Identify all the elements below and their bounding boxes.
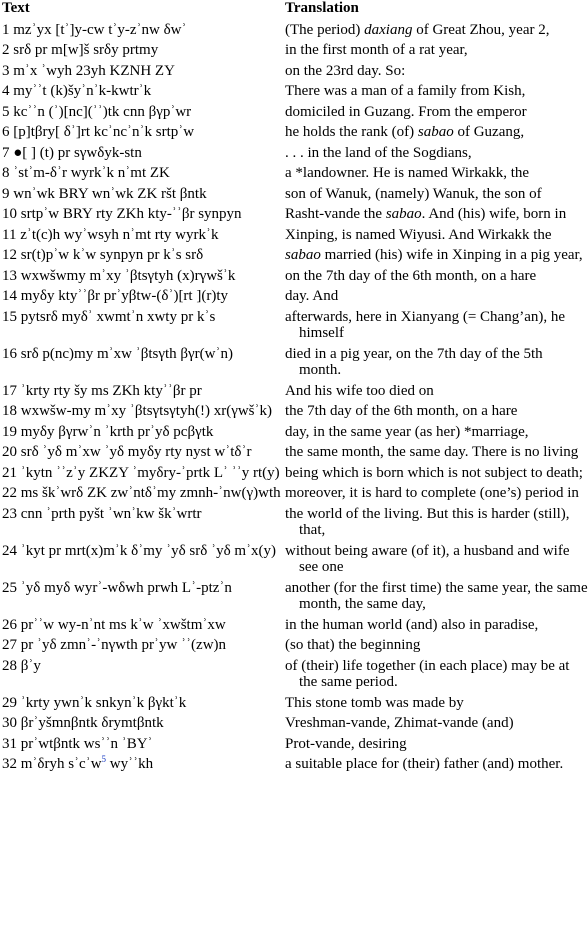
sogdian-text-cell bbox=[0, 736, 283, 757]
sogdian-text-cell bbox=[0, 268, 283, 289]
translation-cell bbox=[283, 580, 588, 617]
translation-cell bbox=[283, 485, 588, 506]
table-row bbox=[0, 543, 588, 580]
sogdian-text-cell bbox=[0, 22, 283, 43]
translation-line: he holds the rank (of) sabao of Guzang, bbox=[285, 124, 525, 140]
translation-cell bbox=[283, 124, 588, 145]
sogdian-line bbox=[2, 715, 283, 732]
sogdian-line-text: 16 srδ p(nc)my mʾxw ʾβtsγth βγr(wʾn) bbox=[2, 345, 233, 362]
translation-line: the same month, the same day. There is no living bbox=[285, 444, 579, 460]
sogdian-line bbox=[2, 346, 283, 363]
sogdian-line bbox=[2, 309, 283, 326]
translation-line: the world of the living. But this is harder (still), that, bbox=[285, 505, 570, 538]
translation-line: being which is born which is not subject to death; bbox=[285, 464, 583, 481]
table-row bbox=[0, 206, 588, 227]
table-row bbox=[0, 186, 588, 207]
text-column-header: Text bbox=[2, 0, 30, 16]
translation-cell bbox=[283, 288, 588, 309]
sogdian-text-cell bbox=[0, 63, 283, 84]
table-row bbox=[0, 309, 588, 346]
translation-cell bbox=[283, 309, 588, 346]
sogdian-line-text: 28 βʾy bbox=[2, 657, 41, 674]
table-row bbox=[0, 756, 588, 777]
translation-line: This stone tomb was made by bbox=[285, 694, 464, 711]
table-row bbox=[0, 465, 588, 486]
table-header-row bbox=[0, 0, 588, 22]
table-row bbox=[0, 403, 588, 424]
table-row bbox=[0, 145, 588, 166]
sogdian-line-text: 14 myδy ktyʾʾβr prʾyβtw-(δʾ)[rt ](r)ty bbox=[2, 288, 228, 304]
sogdian-line-text: 26 prʾʾw wy-nʾnt ms kʾw ʾxwštmʾxw bbox=[2, 616, 226, 633]
sogdian-line-text: 13 wxwšwmy mʾxy ʾβtsγtyh (x)rγwšʾk bbox=[2, 267, 236, 284]
sogdian-line-text: 17 ʾkrty rty šy ms ZKh ktyʾʾβr pr bbox=[2, 382, 202, 399]
sogdian-line bbox=[2, 465, 283, 482]
translation-cell bbox=[283, 736, 588, 757]
sogdian-line bbox=[2, 247, 283, 264]
sogdian-line bbox=[2, 756, 283, 773]
translation-cell bbox=[283, 145, 588, 166]
sogdian-line bbox=[2, 383, 283, 400]
table-body bbox=[0, 22, 588, 777]
sogdian-line bbox=[2, 695, 283, 712]
sogdian-text-cell bbox=[0, 658, 283, 695]
translation-line: sabao married (his) wife in Xinping in a pig year, bbox=[285, 247, 583, 263]
sogdian-line-text: 20 srδ ʾyδ mʾxw ʾyδ myδy rty nyst wʾtδʾr bbox=[2, 444, 252, 460]
table-row bbox=[0, 715, 588, 736]
translation-cell bbox=[283, 715, 588, 736]
sogdian-text-cell bbox=[0, 403, 283, 424]
translation-line: a suitable place for (their) father (and) mother. bbox=[285, 756, 564, 772]
translation-cell bbox=[283, 658, 588, 695]
translation-cell bbox=[283, 424, 588, 445]
table-row bbox=[0, 383, 588, 404]
table-row bbox=[0, 124, 588, 145]
translation-column-header: Translation bbox=[285, 0, 359, 16]
sogdian-text-cell bbox=[0, 247, 283, 268]
sogdian-line-text: 23 cnn ʾprth pyšt ʾwnʾkw škʾwrtr bbox=[2, 505, 202, 522]
sogdian-line-text: 3 mʾx ʾwyh 23yh KZNH ZY bbox=[2, 62, 175, 79]
sogdian-text-cell bbox=[0, 756, 283, 777]
translation-line: domiciled in Guzang. From the emperor bbox=[285, 103, 527, 120]
sogdian-text-cell bbox=[0, 104, 283, 125]
table-row bbox=[0, 658, 588, 695]
sogdian-text-cell bbox=[0, 506, 283, 543]
table-row bbox=[0, 506, 588, 543]
sogdian-line-text: 22 ms škʾwrδ ZK zwʾntδʾmy zmnh-ʾnw(γ)wth bbox=[2, 485, 281, 501]
table-row bbox=[0, 580, 588, 617]
table-row bbox=[0, 444, 588, 465]
sogdian-line-text: 18 wxwšw-my mʾxy ʾβtsγtsγtyh(!) xr(γwšʾk) bbox=[2, 403, 272, 419]
sogdian-line bbox=[2, 206, 283, 223]
translation-line: without being aware (of it), a husband and wife see one bbox=[285, 542, 570, 575]
translation-line: the 7th day of the 6th month, on a hare bbox=[285, 403, 518, 419]
sogdian-line bbox=[2, 736, 283, 753]
translation-cell bbox=[283, 83, 588, 104]
table-row bbox=[0, 227, 588, 248]
sogdian-text-cell bbox=[0, 424, 283, 445]
table-row bbox=[0, 424, 588, 445]
translation-cell bbox=[283, 227, 588, 248]
translation-cell bbox=[283, 268, 588, 289]
sogdian-text-cell bbox=[0, 83, 283, 104]
translation-cell bbox=[283, 186, 588, 207]
translation-line: on the 23rd day. So: bbox=[285, 62, 406, 79]
translation-line: another (for the first time) the same year, the same month, the same day, bbox=[285, 579, 588, 612]
translation-line: day. And bbox=[285, 288, 339, 304]
table-row bbox=[0, 104, 588, 125]
sogdian-line bbox=[2, 165, 283, 182]
translation-cell bbox=[283, 63, 588, 84]
translation-line: And his wife too died on bbox=[285, 382, 434, 399]
sogdian-line bbox=[2, 485, 283, 502]
translation-line: son of Wanuk, (namely) Wanuk, the son of bbox=[285, 185, 542, 202]
sogdian-line-text: 24 ʾkyt pr mrt(x)mʾk δʾmy ʾyδ srδ ʾyδ mʾx(y) bbox=[2, 542, 277, 559]
sogdian-text-cell bbox=[0, 465, 283, 486]
translation-line: (so that) the beginning bbox=[285, 637, 421, 653]
translation-cell bbox=[283, 543, 588, 580]
sogdian-line bbox=[2, 227, 283, 244]
sogdian-line bbox=[2, 543, 283, 560]
sogdian-text-cell bbox=[0, 145, 283, 166]
translation-line: in the first month of a rat year, bbox=[285, 42, 468, 58]
translation-cell bbox=[283, 346, 588, 383]
sogdian-line bbox=[2, 637, 283, 654]
table-row bbox=[0, 637, 588, 658]
sogdian-line-text: 11 zʾt(c)h wyʾwsyh nʾmt rty wyrkʾk bbox=[2, 226, 219, 243]
sogdian-line bbox=[2, 288, 283, 305]
sogdian-line bbox=[2, 424, 283, 441]
sogdian-line-text: 27 pr ʾyδ zmnʾ-ʾnγwth prʾyw ʾʾ(zw)n bbox=[2, 637, 227, 653]
sogdian-text-cell bbox=[0, 383, 283, 404]
sogdian-line-text: 32 mʾδryh sʾcʾw bbox=[2, 756, 102, 772]
sogdian-text-cell bbox=[0, 227, 283, 248]
translation-line: day, in the same year (as her) *marriage, bbox=[285, 423, 529, 440]
sogdian-line-text: 25 ʾyδ myδ wyrʾ-wδwh prwh Lʾ-ptzʾn bbox=[2, 579, 232, 596]
sogdian-line-text: 7 ●[ ] (t) pr sγwδyk-stn bbox=[2, 144, 142, 161]
sogdian-text-cell bbox=[0, 346, 283, 383]
translation-line: in the human world (and) also in paradise, bbox=[285, 616, 539, 633]
translation-cell bbox=[283, 756, 588, 777]
translation-line: of (their) life together (in each place) may be at the same period. bbox=[285, 657, 570, 690]
sogdian-line bbox=[2, 104, 283, 121]
translation-line: Xinping, is named Wiyusi. And Wirkakk the bbox=[285, 226, 552, 243]
sogdian-line bbox=[2, 658, 283, 675]
sogdian-line bbox=[2, 506, 283, 523]
table-row bbox=[0, 617, 588, 638]
sogdian-line-text: 19 myδy βγrwʾn ʾkrth prʾyδ pcβγtk bbox=[2, 423, 214, 440]
sogdian-line-text: 1 mzʾyx [tʾ]y-cw tʾy-zʾnw δwʾ bbox=[2, 21, 187, 38]
table-row bbox=[0, 63, 588, 84]
translation-cell bbox=[283, 165, 588, 186]
sogdian-text-cell bbox=[0, 580, 283, 617]
table-row bbox=[0, 22, 588, 43]
sogdian-line-text: 5 kcʾʾn (ʾ)[nc](ʾʾ)tk cnn βγpʾwr bbox=[2, 103, 192, 120]
sogdian-line bbox=[2, 444, 283, 461]
translation-cell bbox=[283, 637, 588, 658]
table-row bbox=[0, 247, 588, 268]
translation-cell bbox=[283, 695, 588, 716]
translation-line: a *landowner. He is named Wirkakk, the bbox=[285, 165, 530, 181]
table-row bbox=[0, 268, 588, 289]
sogdian-text-cell bbox=[0, 617, 283, 638]
table-row bbox=[0, 288, 588, 309]
translation-line: died in a pig year, on the 7th day of the 5th month. bbox=[285, 345, 543, 378]
sogdian-text-cell bbox=[0, 186, 283, 207]
sogdian-line bbox=[2, 617, 283, 634]
sogdian-text-cell bbox=[0, 444, 283, 465]
sogdian-line-text: 4 myʾʾt (k)šyʾnʾk-kwtrʾk bbox=[2, 83, 152, 99]
sogdian-line-text-tail: wyʾʾkh bbox=[106, 756, 154, 772]
sogdian-line bbox=[2, 186, 283, 203]
translation-line: Prot-vande, desiring bbox=[285, 735, 407, 752]
sogdian-line-text: 12 sr(t)pʾw kʾw synpyn pr kʾs srδ bbox=[2, 247, 204, 263]
sogdian-line-text: 9 wnʾwk BRY wnʾwk ZK ršt βntk bbox=[2, 185, 207, 202]
translation-cell bbox=[283, 247, 588, 268]
translation-cell bbox=[283, 206, 588, 227]
translation-cell bbox=[283, 444, 588, 465]
sogdian-line-text: 15 pytsrδ myδʾ xwmtʾn xwty pr kʾs bbox=[2, 308, 216, 325]
sogdian-line bbox=[2, 403, 283, 420]
translation-cell bbox=[283, 22, 588, 43]
translation-line: moreover, it is hard to complete (one’s) period in bbox=[285, 485, 579, 501]
sogdian-line-text: 2 srδ pr m[w]š srδy prtmy bbox=[2, 42, 159, 58]
translation-line: Vreshman-vande, Zhimat-vande (and) bbox=[285, 715, 514, 731]
sogdian-text-cell bbox=[0, 165, 283, 186]
sogdian-line-text: 30 βrʾyšmnβntk δrymtβntk bbox=[2, 715, 164, 731]
translation-line: afterwards, here in Xianyang (= Chang’an), he himself bbox=[285, 308, 566, 341]
sogdian-text-cell bbox=[0, 42, 283, 63]
table-row bbox=[0, 485, 588, 506]
sogdian-line bbox=[2, 124, 283, 141]
sogdian-line bbox=[2, 145, 283, 162]
sogdian-text-cell bbox=[0, 206, 283, 227]
footnote-marker[interactable]: 5 bbox=[101, 754, 107, 764]
sogdian-line-text: 21 ʾkytn ʾʾzʾy ZKZY ʾmyδry-ʾprtk Lʾ ʾʾy rt(y) bbox=[2, 464, 280, 481]
translation-cell bbox=[283, 465, 588, 486]
translation-cell bbox=[283, 383, 588, 404]
sogdian-text-cell bbox=[0, 695, 283, 716]
sogdian-text-cell bbox=[0, 309, 283, 346]
translation-line: (The period) daxiang of Great Zhou, year 2, bbox=[285, 21, 550, 38]
translation-line: . . . in the land of the Sogdians, bbox=[285, 144, 472, 161]
table-row bbox=[0, 346, 588, 383]
sogdian-line-text: 29 ʾkrty ywnʾk snkynʾk βγktʾk bbox=[2, 694, 187, 711]
sogdian-text-cell bbox=[0, 543, 283, 580]
sogdian-text-cell bbox=[0, 715, 283, 736]
table-row bbox=[0, 165, 588, 186]
sogdian-line bbox=[2, 268, 283, 285]
sogdian-text-cell bbox=[0, 124, 283, 145]
table-row bbox=[0, 736, 588, 757]
translation-cell bbox=[283, 506, 588, 543]
table-row bbox=[0, 42, 588, 63]
sogdian-text-cell bbox=[0, 485, 283, 506]
sogdian-line-text: 6 [p]tβry[ δʾ]rt kcʾncʾnʾk srtpʾw bbox=[2, 124, 195, 140]
table-row bbox=[0, 83, 588, 104]
sogdian-line-text: 31 prʾwtβntk wsʾʾn ʾBYʾ bbox=[2, 735, 153, 752]
translation-cell bbox=[283, 617, 588, 638]
sogdian-text-cell bbox=[0, 637, 283, 658]
sogdian-line bbox=[2, 42, 283, 59]
sogdian-text-cell bbox=[0, 288, 283, 309]
translation-cell bbox=[283, 104, 588, 125]
translation-line: on the 7th day of the 6th month, on a hare bbox=[285, 267, 537, 284]
table-row bbox=[0, 695, 588, 716]
translation-cell bbox=[283, 42, 588, 63]
sogdian-line bbox=[2, 63, 283, 80]
sogdian-line-text: 8 ʾstʾm-δʾr wyrkʾk nʾmt ZK bbox=[2, 165, 170, 181]
translation-line: There was a man of a family from Kish, bbox=[285, 83, 526, 99]
sogdian-line bbox=[2, 83, 283, 100]
sogdian-line-text: 10 srtpʾw BRY rty ZKh kty-ʾʾβr synpyn bbox=[2, 206, 242, 222]
translation-cell bbox=[283, 403, 588, 424]
sogdian-line bbox=[2, 22, 283, 39]
translation-line: Rasht-vande the sabao. And (his) wife, born in bbox=[285, 206, 567, 222]
sogdian-line bbox=[2, 580, 283, 597]
